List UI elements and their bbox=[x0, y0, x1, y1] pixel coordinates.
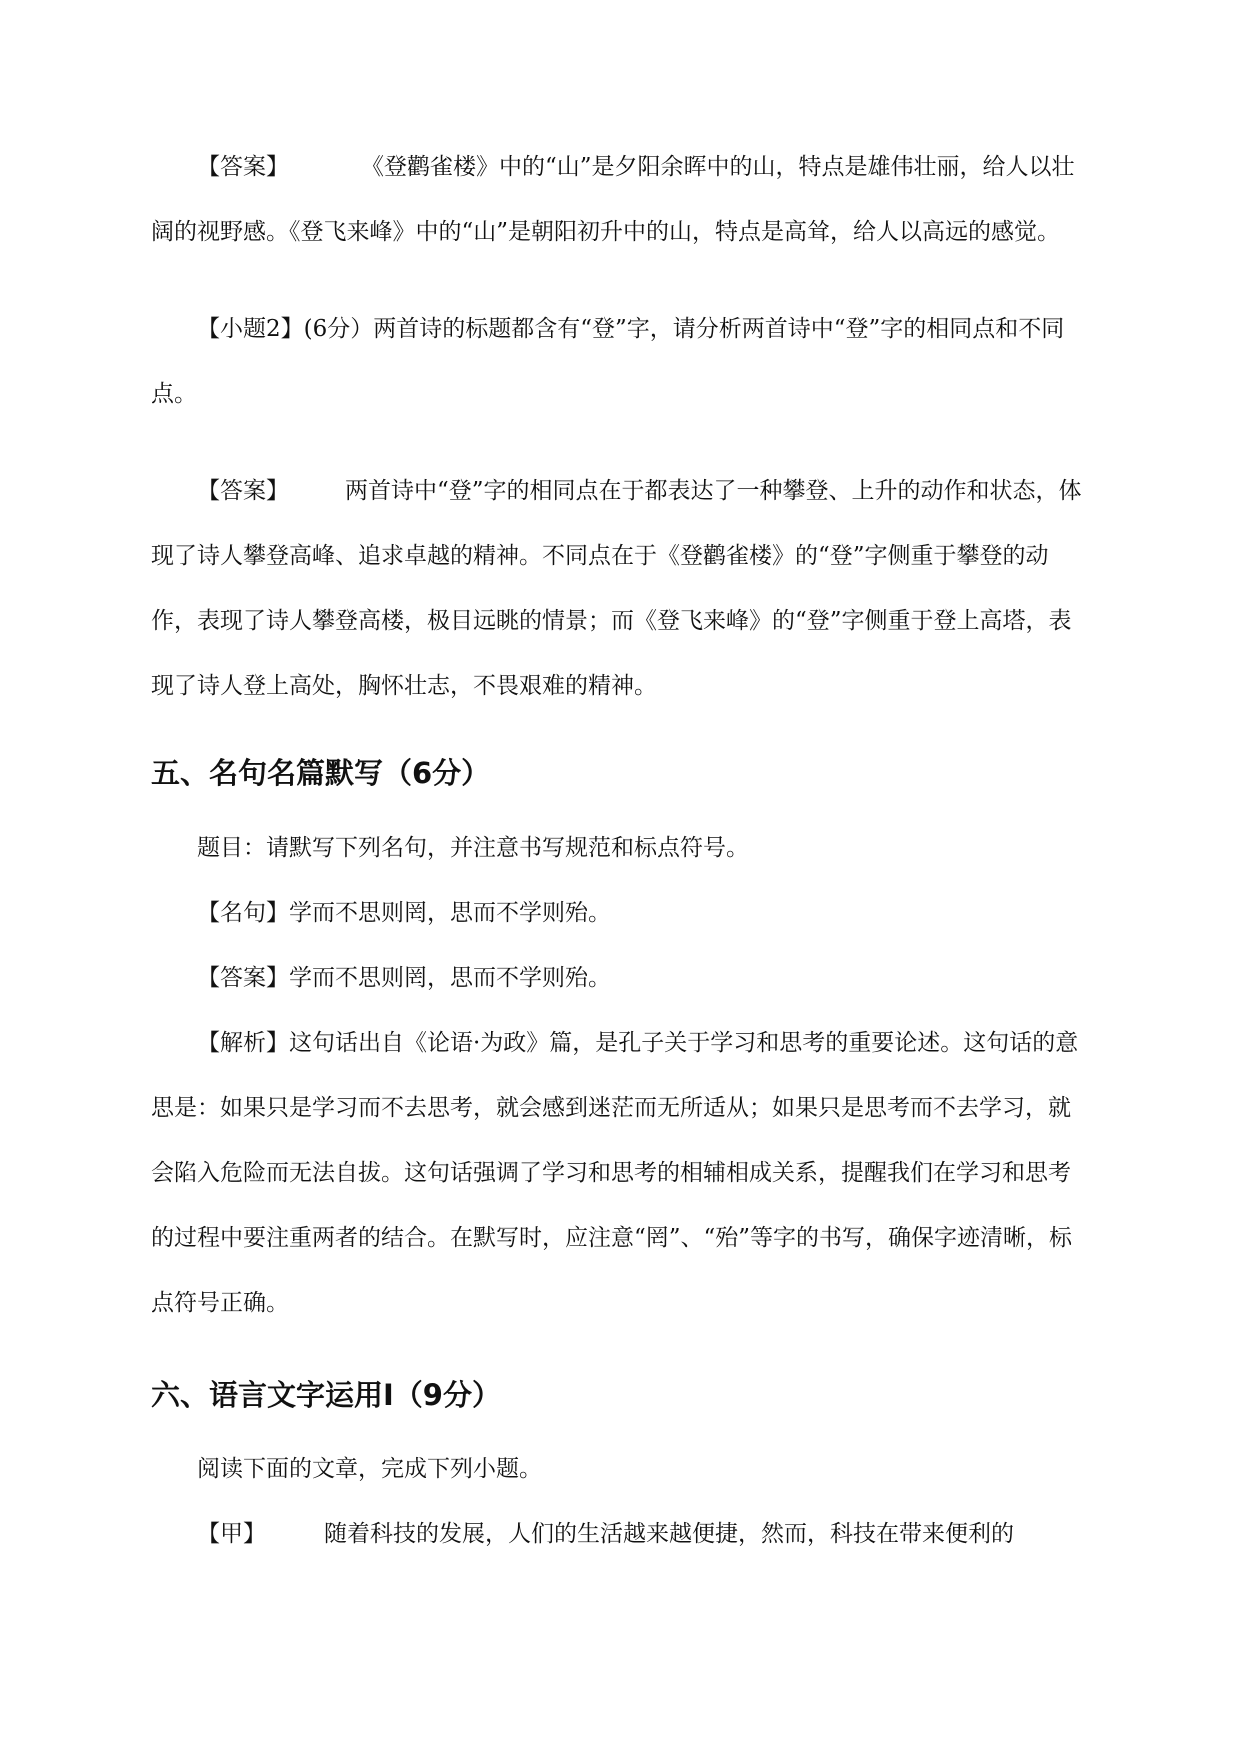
section-5-prompt: 题目：请默写下列名句，并注意书写规范和标点符号。 bbox=[197, 835, 749, 861]
section-6-heading: 六、语言文字运用Ⅰ（9分） bbox=[151, 1378, 501, 1412]
passage-text: 随着科技的发展，人们的生活越来越便捷，然而，科技在带来便利的 bbox=[324, 1521, 1014, 1547]
section-5-quote: 【名句】学而不思则罔，思而不学则殆。 bbox=[197, 900, 611, 926]
passage-tag: 【甲】 bbox=[197, 1521, 266, 1547]
section-5-heading: 五、名句名篇默写（6分） bbox=[151, 756, 491, 790]
section-6-prompt: 阅读下面的文章，完成下列小题。 bbox=[197, 1456, 542, 1482]
q1-answer-paragraph bbox=[151, 135, 1082, 265]
answer-tag: 【答案】 bbox=[197, 478, 289, 504]
answer-tag: 【答案】 bbox=[197, 154, 289, 180]
answer-text: 两首诗中“登”字的相同点在于都表达了一种攀登、上升的动作和状态，体现了诗人攀登高峰、追求卓越的精神。不同点在于《登鹳雀楼》的“登”字侧重于攀登的动作，表现了诗人攀登高楼，极目远眺的情景；而《登飞来峰》的“登”字侧重于登上高塔，表现了诗人登上高处，胸怀壮志，不畏艰难的精神。 bbox=[151, 478, 1082, 699]
section-5-answer: 【答案】学而不思则罔，思而不学则殆。 bbox=[197, 965, 611, 991]
section-5-analysis: 【解析】这句话出自《论语·为政》篇，是孔子关于学习和思考的重要论述。这句话的意思是：如果只是学习而不去思考，就会感到迷茫而无所适从；如果只是思考而不去学习，就会陷入危险而无法自拔。这句话强调了学习和思考的相辅相成关系，提醒我们在学习和思考的过程中要注重两者的结合。在默写时，应注意“罔”、“殆”等字的书写，确保字迹清晰，标点符号正确。 bbox=[151, 1030, 1079, 1316]
answer-text: 《登鹳雀楼》中的“山”是夕阳余晖中的山，特点是雄伟壮丽，给人以壮阔的视野感。《登飞来峰》中的“山”是朝阳初升中的山，特点是高耸，给人以高远的感觉。 bbox=[151, 154, 1075, 245]
passage-jia-paragraph bbox=[151, 1502, 1082, 1567]
q2-answer-paragraph bbox=[151, 459, 1082, 719]
q2-question-paragraph: 【小题2】(6分）两首诗的标题都含有“登”字，请分析两首诗中“登”字的相同点和不同点。 bbox=[151, 316, 1065, 407]
